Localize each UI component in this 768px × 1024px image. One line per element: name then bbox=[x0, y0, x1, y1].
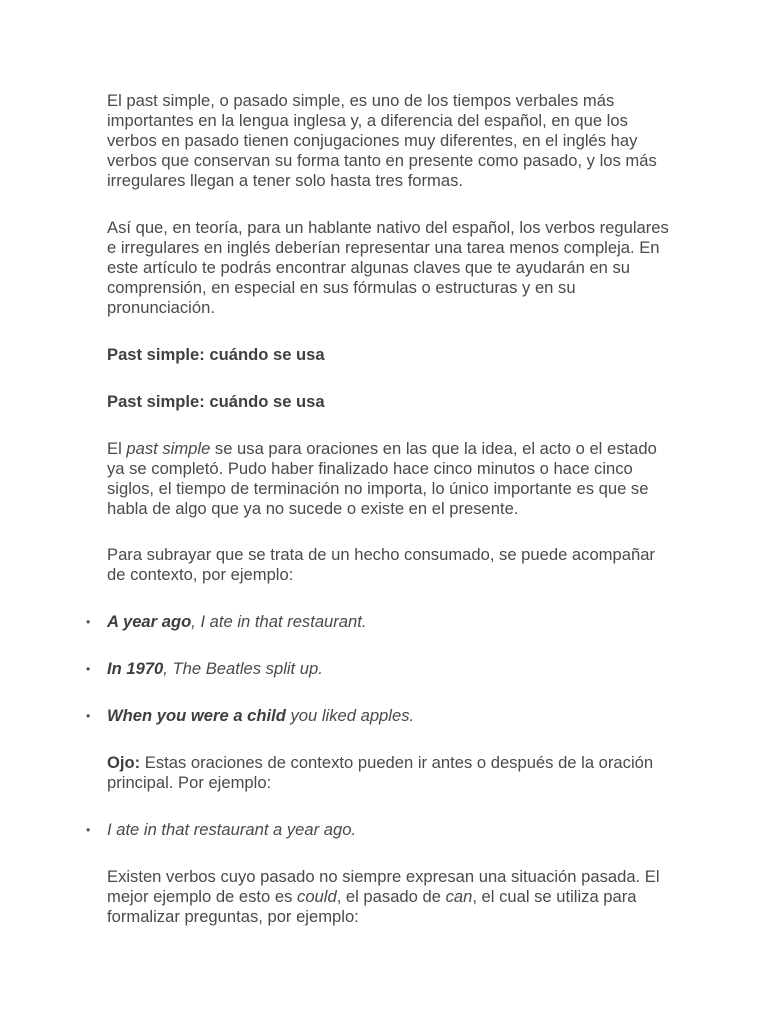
example-rest: , I ate in that restaurant. bbox=[191, 612, 367, 631]
usage-text-before: El bbox=[107, 439, 127, 458]
could-text-1: Existen verbos cuyo pasado no siempre expresan una situación pasada. El mejor ejemplo de esto es bbox=[107, 867, 660, 906]
usage-term: past simple bbox=[126, 439, 211, 458]
section-heading-2: Past simple: cuándo se usa bbox=[107, 392, 325, 411]
intro-paragraph-2: Así que, en teoría, para un hablante nativo del español, los verbos regulares e irregulares en inglés deberían representar una tarea menos compleja. En este artículo te podrás encontrar algunas claves que te ayudarán en su comprensión, en especial en sus fórmulas o estructuras y en su pronunciación. bbox=[107, 218, 669, 317]
can-word: can bbox=[445, 887, 473, 906]
could-text-3: , el cual se utiliza para formalizar preguntas, por ejemplo: bbox=[107, 887, 637, 926]
list-item bbox=[107, 659, 672, 679]
document-page bbox=[107, 91, 672, 927]
could-paragraph bbox=[107, 867, 672, 927]
example-bold: When you were a child bbox=[107, 706, 286, 725]
example-bold: In 1970 bbox=[107, 659, 164, 678]
ojo-text: Estas oraciones de contexto pueden ir antes o después de la oración principal. Por ejemplo: bbox=[107, 753, 654, 792]
could-text-2: , el pasado de bbox=[336, 887, 446, 906]
example-list-2 bbox=[107, 820, 672, 840]
ojo-paragraph bbox=[107, 753, 672, 793]
list-item bbox=[107, 612, 672, 632]
example-list bbox=[107, 612, 672, 726]
section-heading-1: Past simple: cuándo se usa bbox=[107, 345, 325, 364]
intro-paragraph-1: El past simple, o pasado simple, es uno de los tiempos verbales más importantes en la lengua inglesa y, a diferencia del español, en que los verbos en pasado tienen conjugaciones muy diferentes, en el inglés hay verbos que conservan su forma tanto en presente como pasado, y los más irregulares llegan a tener solo hasta tres formas. bbox=[107, 91, 657, 190]
could-word: could bbox=[297, 887, 337, 906]
context-paragraph: Para subrayar que se trata de un hecho consumado, se puede acompañar de contexto, por ejemplo: bbox=[107, 545, 655, 584]
example-bold: A year ago bbox=[107, 612, 192, 631]
usage-paragraph bbox=[107, 439, 672, 519]
example-rest: you liked apples. bbox=[285, 706, 415, 725]
example-rest: , The Beatles split up. bbox=[163, 659, 323, 678]
list-item: • I ate in that restaurant a year ago. bbox=[107, 820, 672, 840]
list-item bbox=[107, 706, 672, 726]
ojo-label: Ojo: bbox=[107, 753, 141, 772]
usage-text-after: se usa para oraciones en las que la idea, el acto o el estado ya se completó. Pudo haber finalizado hace cinco minutos o hace cinco siglos, el tiempo de terminación no importa, lo único importante es que se habla de algo que ya no sucede o existe en el presente. bbox=[107, 439, 657, 518]
